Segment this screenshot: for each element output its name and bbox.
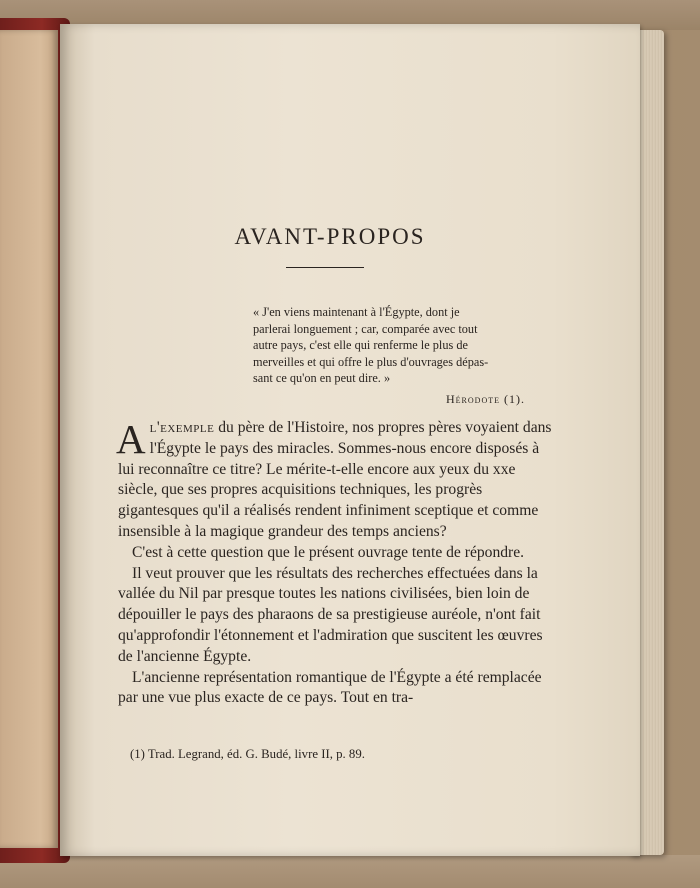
title-rule: [286, 267, 364, 268]
lead-in: l'exemple: [149, 419, 215, 436]
epigraph-line: « J'en viens maintenant à l'Égypte, dont je: [253, 305, 460, 319]
epigraph-line: merveilles et qui offre le plus d'ouvrages dépas-: [253, 354, 489, 369]
epigraph-line: parlerai longuement ; car, comparée avec tout: [253, 321, 478, 336]
paragraph-text: du père de l'Histoire, nos propres pères voyaient dans l'Égypte le pays des miracles. Sommes-nous encore disposés à lui reconnaître ce titre? Le mérite-t-elle encore aux yeux du xxe siècle, que ses propres acquisitions techniques, les progrès gigantesques qu'il a réalisés rendent infiniment sceptique et comme insensible à la magique grandeur des temps anciens?: [118, 419, 552, 540]
body-text: [118, 418, 558, 709]
epigraph-author: Hérodote (1).: [446, 391, 525, 406]
paragraph: L'ancienne représentation romantique de l'Égypte a été remplacée par une vue plus exacte de ce pays. Tout en tra-: [118, 668, 542, 707]
paragraph: Il veut prouver que les résultats des recherches effectuées dans la vallée du Nil par presque toutes les nations civilisées, bien loin de dépouiller le pays des pharaons de sa prestigieuse auréole, n'ont fait qu'approfondir l'étonnement et l'admiration que suscitent les œuvres de l'ancienne Égypte.: [118, 564, 543, 665]
epigraph-line: sant ce qu'on en peut dire. »: [253, 371, 391, 385]
drop-cap: A: [116, 416, 146, 462]
epigraph-line: autre pays, c'est elle qui renferme le plus de: [253, 338, 468, 352]
paragraph: C'est à cette question que le présent ouvrage tente de répondre.: [132, 543, 525, 561]
paragraph: [118, 418, 558, 543]
left-page-edge: [0, 30, 58, 848]
epigraph: [253, 304, 545, 407]
page-title: AVANT-PROPOS: [234, 224, 426, 249]
wood-board-bottom: [0, 855, 700, 888]
footnote: (1) Trad. Legrand, éd. G. Budé, livre II, p. 89.: [130, 747, 365, 761]
book-page: [60, 24, 640, 856]
